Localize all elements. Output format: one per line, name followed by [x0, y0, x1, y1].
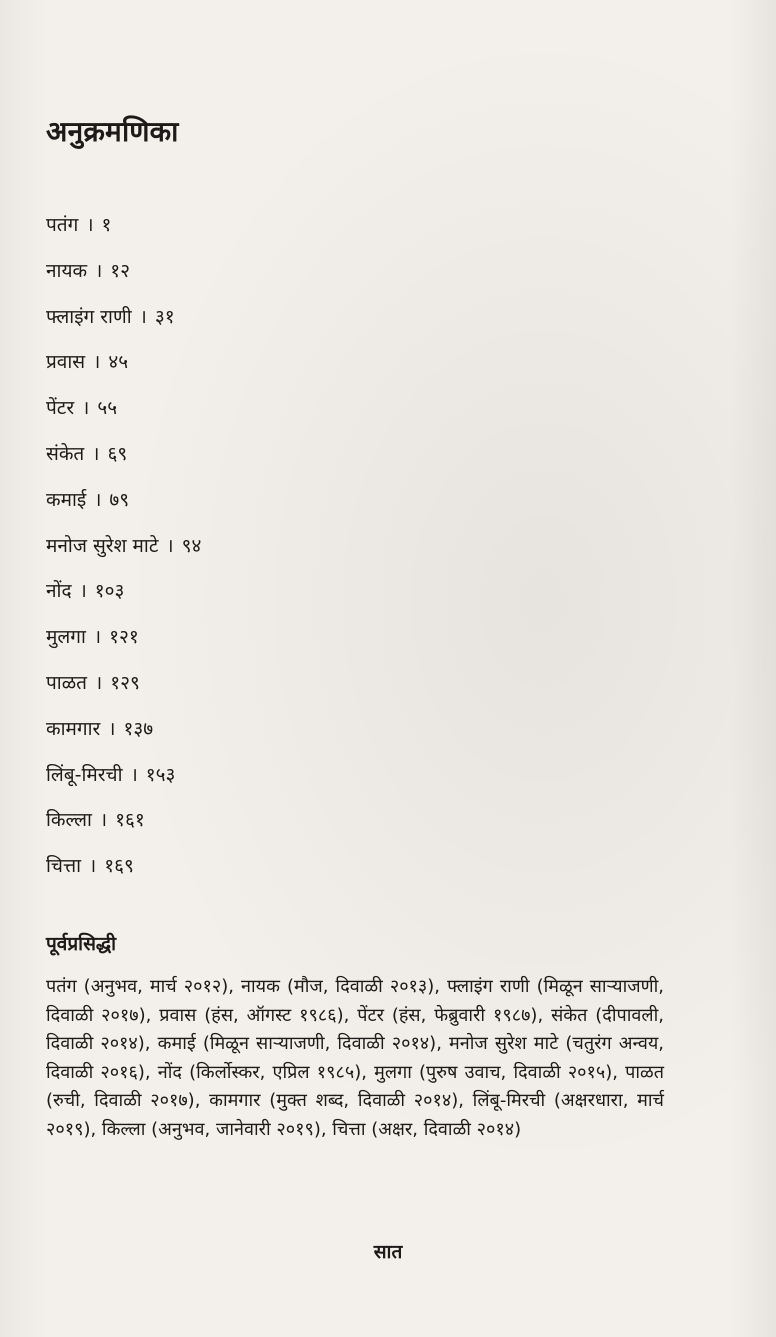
toc-entry-page: १२: [110, 259, 131, 282]
toc-entry: [46, 439, 201, 485]
toc-entry-page: १३७: [123, 717, 154, 740]
toc-entry-page: ४५: [108, 351, 129, 374]
toc-separator: ।: [95, 259, 103, 282]
toc-separator: ।: [93, 626, 102, 649]
table-of-contents: [46, 210, 201, 897]
toc-entry-title: लिंबू-मिरची: [46, 763, 123, 786]
toc-entry: [46, 210, 201, 256]
toc-separator: ।: [139, 305, 147, 328]
toc-entry-title: मुलगा: [46, 626, 86, 649]
toc-entry-title: संकेत: [46, 442, 85, 465]
toc-entry: [46, 622, 201, 668]
toc-entry-page: १०३: [94, 580, 125, 603]
toc-separator: ।: [94, 671, 103, 694]
toc-entry-page: ९४: [181, 534, 202, 557]
toc-separator: ।: [82, 397, 90, 420]
toc-entry: [46, 668, 201, 714]
toc-entry-title: कामगार: [46, 717, 101, 740]
toc-separator: ।: [93, 351, 101, 374]
toc-entry-title: किल्ला: [46, 809, 92, 832]
toc-separator: ।: [86, 214, 94, 236]
toc-entry-page: १६९: [104, 855, 134, 878]
toc-entry-title: पाळत: [46, 671, 87, 694]
toc-entry-title: प्रवास: [46, 351, 86, 374]
toc-entry-title: चित्ता: [46, 855, 82, 878]
toc-entry-title: पेंटर: [46, 397, 75, 420]
toc-entry: [46, 256, 201, 302]
toc-separator: ।: [94, 488, 102, 511]
toc-entry-title: मनोज सुरेश माटे: [46, 534, 159, 557]
toc-separator: ।: [89, 855, 97, 878]
toc-entry: [46, 576, 201, 622]
toc-entry-page: १६१: [115, 809, 145, 832]
toc-entry-title: नायक: [46, 259, 88, 282]
toc-entry-page: १२१: [109, 626, 139, 649]
toc-entry-page: ६९: [107, 442, 128, 465]
toc-separator: ।: [166, 534, 174, 557]
toc-separator: ।: [108, 717, 116, 740]
toc-entry: [46, 302, 201, 348]
toc-entry-page: १२९: [110, 671, 140, 694]
page-title: अनुक्रमणिका: [46, 115, 179, 148]
toc-entry: [46, 531, 201, 577]
toc-entry-page: ७९: [109, 488, 130, 511]
toc-separator: ।: [130, 763, 138, 786]
toc-entry-title: फ्लाइंग राणी: [46, 305, 132, 328]
toc-entry-title: नोंद: [46, 580, 72, 603]
toc-entry: [46, 805, 201, 851]
toc-entry-title: कमाई: [46, 488, 87, 511]
toc-entry: [46, 347, 201, 393]
toc-entry-page: १: [101, 214, 112, 236]
toc-entry: [46, 851, 201, 897]
toc-separator: ।: [79, 580, 87, 603]
toc-entry: [46, 485, 201, 531]
toc-entry: [46, 393, 201, 439]
page-number: सात: [373, 1241, 403, 1263]
toc-entry-page: १५३: [145, 763, 176, 786]
prepublication-heading: पूर्वप्रसिद्धी: [46, 933, 117, 955]
toc-entry-page: ५५: [97, 397, 118, 420]
toc-separator: ।: [92, 442, 100, 465]
toc-entry-title: पतंग: [46, 214, 79, 236]
toc-entry: [46, 760, 201, 806]
toc-separator: ।: [99, 809, 108, 832]
toc-entry: [46, 714, 201, 760]
prepublication-text: पतंग (अनुभव, मार्च २०१२), नायक (मौज, दिवाळी २०१३), फ्लाइंग राणी (मिळून साऱ्याजणी, दिवाळी २०१७), प्रवास (हंस, ऑगस्ट १९८६), पेंटर (हंस, फेब्रुवारी १९८७), संकेत (दीपावली, दिवाळी २०१४), कमाई (मिळून साऱ्याजणी, दिवाळी २०१४), मनोज सुरेश माटे (चतुरंग अन्वय, दिवाळी २०१६), नोंद (किर्लोस्कर, एप्रिल १९८५), मुलगा (पुरुष उवाच, दिवाळी २०१५), पाळत (रुची, दिवाळी २०१७), कामगार (मुक्त शब्द, दिवाळी २०१४), लिंबू-मिरची (अक्षरधारा, मार्च २०१९), किल्ला (अनुभव, जानेवारी २०१९), चित्ता (अक्षर, दिवाळी २०१४): [46, 976, 664, 1140]
toc-entry-page: ३१: [154, 305, 175, 328]
